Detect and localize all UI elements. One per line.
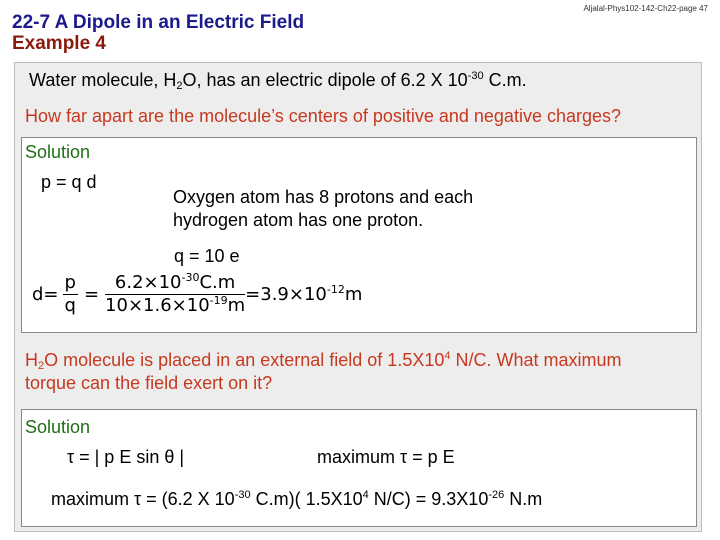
problem2-line-2: torque can the field exert on it? xyxy=(25,373,273,393)
section-heading: 22-7 A Dipole in an Electric Field xyxy=(12,12,305,33)
problem2-line-1: $H_2O$ molecule is placed in an external field of $1.5X10^4$ N/C. What maximum xyxy=(25,350,622,372)
torque-formula: τ = | p E sin θ | xyxy=(67,447,185,467)
dipole-formula: p = q d xyxy=(41,172,97,192)
page-reference: Aljalal-Phys102-142-Ch22-page 47 xyxy=(583,4,708,13)
solution-label-1: Solution xyxy=(25,142,91,162)
max-torque-formula: maximum τ = p E xyxy=(317,447,455,467)
question-text: How far apart are the molecule’s centers of positive and negative charges? xyxy=(25,106,622,126)
atom-note-line-1: Oxygen atom has 8 protons and each xyxy=(173,187,474,207)
eq-result: $=3.9\times 10^{-12}m$ xyxy=(245,283,363,305)
final-answer: maximum τ = (6.2 X $10^{-30}$ C.m)( $1.5X10^4$ $N/C) = 9.3X10^{-26}$ N.m xyxy=(51,489,543,509)
distance-equation xyxy=(32,273,362,316)
charge-value: q = 10 e xyxy=(174,246,240,266)
solution-label-2: Solution xyxy=(25,417,91,437)
eq-fraction-2: $\frac{6.2\times 10^{-30}C.m}{10\times 1.6\times 10^{-19}m}$ xyxy=(105,271,246,316)
problem-statement: Water molecule, $H_2O$, has an electric dipole of 6.2 X $10^{-30}$ C.m. xyxy=(29,70,527,92)
example-heading: Example 4 xyxy=(12,33,106,54)
content-panel xyxy=(14,62,702,532)
eq-fraction-1: $\frac{p}{q}$ xyxy=(64,272,76,316)
eq-lhs: d= xyxy=(32,284,59,305)
slide-title xyxy=(12,12,304,54)
eq-equals: = xyxy=(83,284,100,305)
atom-note-line-2: hydrogen atom has one proton. xyxy=(173,210,424,230)
